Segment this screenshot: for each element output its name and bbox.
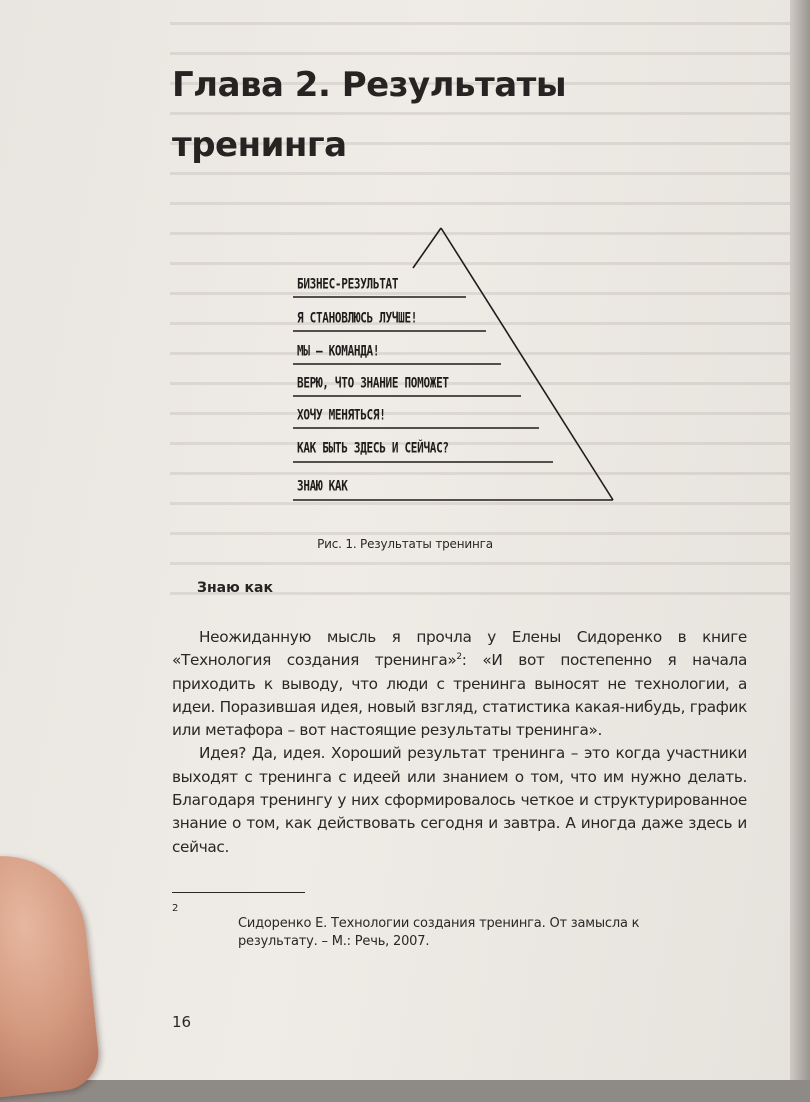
section-heading: Знаю как [197,580,274,596]
paragraph [172,626,747,742]
pyramid-level-label: КАК БЫТЬ ЗДЕСЬ И СЕЙЧАС? [297,439,449,456]
figure-caption: Рис. 1. Результаты тренинга [317,537,493,551]
pyramid-level-label: ВЕРЮ, ЧТО ЗНАНИЕ ПОМОЖЕТ [297,374,449,391]
page-edge [790,0,810,1080]
footnote-text: Сидоренко Е. Технологии создания тренинга. От замысла к результату. – М.: Речь, 2007. [238,916,640,949]
body-text [172,626,747,859]
paragraph: Идея? Да, идея. Хороший результат тренинга – это когда участники выходят с тренинга с идеей или знанием о том, что им нужно делать. Благодаря тренингу у них сформировалось четкое и структурированное знание о том, как действовать сегодня и завтра. А иногда даже здесь и сейчас. [172,744,747,856]
pyramid-left-edge [413,228,441,268]
pyramid-level-label: Я СТАНОВЛЮСЬ ЛУЧШЕ! [297,309,418,326]
pyramid-level-label: БИЗНЕС-РЕЗУЛЬТАТ [297,275,399,292]
footnote-number: 2 [172,903,179,914]
footnote-divider [172,892,305,893]
paragraph-text: : «И вот постепенно я начала приходить к выводу, что люди с тренинга выносят не технологии, а идеи. Поразившая идея, новый взгляд, статистика какая-нибудь, график или метафора – вот настоящие результаты тренинга». [172,651,748,740]
pyramid-level-label: ЗНАЮ КАК [297,477,348,494]
chapter-title: Глава 2. Результаты тренинга [172,65,567,165]
pyramid-level-label: МЫ — КОМАНДА! [297,342,380,359]
footnote-ref: 2 [456,652,462,663]
pyramid-level-label: ХОЧУ МЕНЯТЬСЯ! [297,406,386,423]
page-number: 16 [172,1013,192,1031]
paragraph-text: Неожиданную мысль я прочла у Елены Сидоренко в книге «Технология создания тренинга» [172,628,747,670]
